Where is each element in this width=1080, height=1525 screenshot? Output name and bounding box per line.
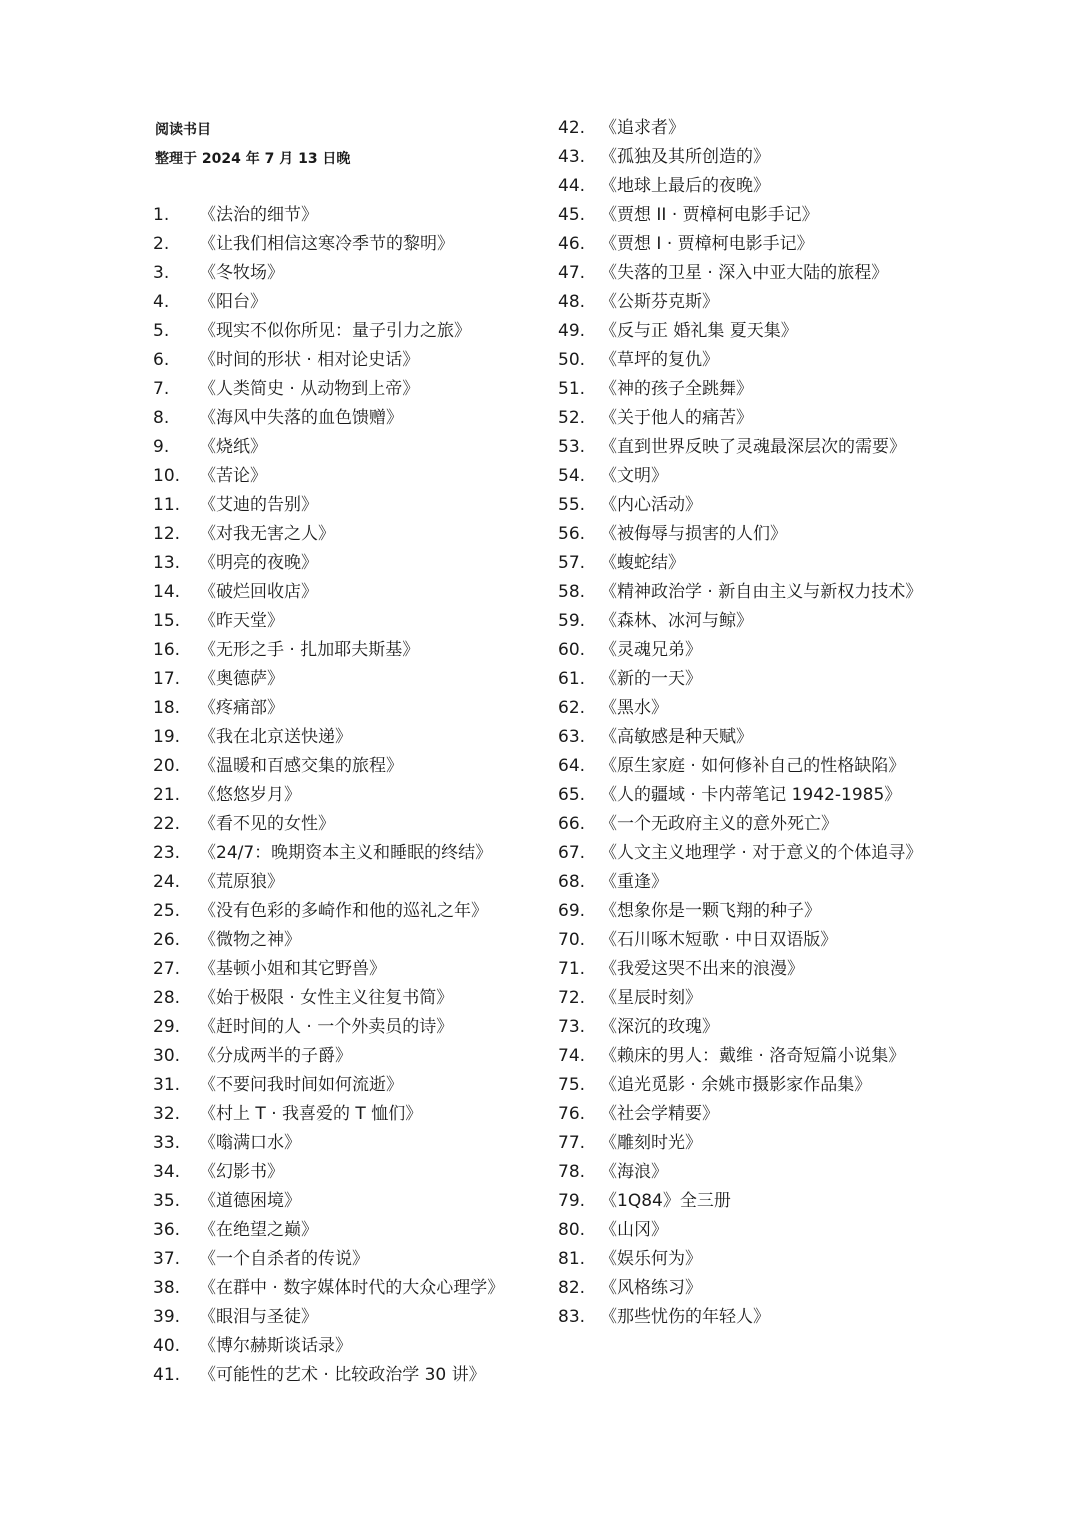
book-number: 72. (558, 988, 586, 1008)
book-number: 59. (558, 611, 586, 631)
book-title: 《森林、冰河与鲸》 (600, 611, 753, 631)
book-list-item (558, 694, 958, 723)
book-list-item (558, 114, 958, 143)
book-title: 《微物之神》 (199, 930, 301, 950)
book-number: 48. (558, 292, 586, 312)
book-list-item (558, 810, 958, 839)
book-list-item (153, 752, 543, 781)
book-title: 《昨天堂》 (199, 611, 284, 631)
book-number: 74. (558, 1046, 586, 1066)
book-list-item (153, 520, 543, 549)
book-list-item (153, 926, 543, 955)
book-title: 《始于极限 · 女性主义往复书简》 (199, 988, 454, 1008)
book-list-item (558, 1216, 958, 1245)
book-list-item (558, 752, 958, 781)
book-title: 《公斯芬克斯》 (600, 292, 719, 312)
book-number: 77. (558, 1133, 586, 1153)
book-list-item (558, 346, 958, 375)
book-number: 31. (153, 1075, 181, 1095)
book-title: 《阳台》 (199, 292, 267, 312)
book-list-item (153, 723, 543, 752)
book-title: 《看不见的女性》 (199, 814, 335, 834)
book-title: 《我在北京送快递》 (199, 727, 352, 747)
book-title: 《贾想 I · 贾樟柯电影手记》 (600, 234, 814, 254)
book-number: 37. (153, 1249, 181, 1269)
book-list-item (153, 491, 543, 520)
book-list-item (558, 520, 958, 549)
book-number: 43. (558, 147, 586, 167)
book-number: 5. (153, 321, 170, 341)
book-list-item (558, 404, 958, 433)
book-title: 《一个无政府主义的意外死亡》 (600, 814, 838, 834)
book-number: 46. (558, 234, 586, 254)
book-title: 《娱乐何为》 (600, 1249, 702, 1269)
book-number: 34. (153, 1162, 181, 1182)
book-list-item (153, 810, 543, 839)
book-title: 《让我们相信这寒冷季节的黎明》 (199, 234, 454, 254)
book-title: 《神的孩子全跳舞》 (600, 379, 753, 399)
book-title: 《荒原狼》 (199, 872, 284, 892)
book-number: 21. (153, 785, 181, 805)
book-number: 53. (558, 437, 586, 457)
book-title: 《人的疆域 · 卡内蒂笔记 1942-1985》 (600, 785, 902, 805)
book-list-item (153, 694, 543, 723)
book-title: 《赖床的男人：戴维 · 洛奇短篇小说集》 (600, 1046, 906, 1066)
book-number: 76. (558, 1104, 586, 1124)
book-number: 15. (153, 611, 181, 631)
book-list-item (558, 636, 958, 665)
book-title: 《对我无害之人》 (199, 524, 335, 544)
book-number: 71. (558, 959, 586, 979)
book-number: 35. (153, 1191, 181, 1211)
document-header (155, 116, 350, 174)
book-number: 50. (558, 350, 586, 370)
book-number: 62. (558, 698, 586, 718)
book-number: 40. (153, 1336, 181, 1356)
book-title: 《博尔赫斯谈话录》 (199, 1336, 352, 1356)
book-list-item (558, 665, 958, 694)
book-number: 61. (558, 669, 586, 689)
book-number: 7. (153, 379, 170, 399)
book-list-item (558, 172, 958, 201)
book-list-item (558, 1187, 958, 1216)
book-number: 13. (153, 553, 181, 573)
book-list-item (153, 607, 543, 636)
book-list-item (558, 259, 958, 288)
book-list-item (153, 1042, 543, 1071)
book-number: 25. (153, 901, 181, 921)
book-title: 《精神政治学 · 新自由主义与新权力技术》 (600, 582, 923, 602)
book-title: 《关于他人的痛苦》 (600, 408, 753, 428)
book-title: 《黑水》 (600, 698, 668, 718)
book-list-item (558, 549, 958, 578)
book-title: 《风格练习》 (600, 1278, 702, 1298)
book-number: 70. (558, 930, 586, 950)
book-list-item (558, 143, 958, 172)
book-title: 《赶时间的人 · 一个外卖员的诗》 (199, 1017, 454, 1037)
book-list-item (558, 462, 958, 491)
book-title: 《基顿小姐和其它野兽》 (199, 959, 386, 979)
book-title: 《高敏感是种天赋》 (600, 727, 753, 747)
book-list-item (153, 897, 543, 926)
book-title: 《追求者》 (600, 118, 685, 138)
book-list-item (558, 230, 958, 259)
book-number: 11. (153, 495, 181, 515)
book-title: 《分成两半的子爵》 (199, 1046, 352, 1066)
book-title: 《深沉的玫瑰》 (600, 1017, 719, 1037)
book-list-item (153, 839, 543, 868)
book-number: 55. (558, 495, 586, 515)
book-list-item (153, 259, 543, 288)
book-list-item (153, 1303, 543, 1332)
book-list-item (558, 607, 958, 636)
book-title: 《破烂回收店》 (199, 582, 318, 602)
book-number: 64. (558, 756, 586, 776)
book-number: 45. (558, 205, 586, 225)
book-title: 《不要问我时间如何流逝》 (199, 1075, 403, 1095)
book-list-item (558, 868, 958, 897)
book-list-item (558, 491, 958, 520)
book-title: 《法治的细节》 (199, 205, 318, 225)
book-title: 《蝮蛇结》 (600, 553, 685, 573)
book-list-item (558, 578, 958, 607)
book-title: 《那些忧伤的年轻人》 (600, 1307, 770, 1327)
book-title: 《无形之手 · 扎加耶夫斯基》 (199, 640, 420, 660)
book-list-item (153, 1013, 543, 1042)
book-title: 《失落的卫星 · 深入中亚大陆的旅程》 (600, 263, 889, 283)
book-title: 《在绝望之巅》 (199, 1220, 318, 1240)
book-list-item (558, 926, 958, 955)
book-number: 4. (153, 292, 170, 312)
book-title: 《可能性的艺术 · 比较政治学 30 讲》 (199, 1365, 486, 1385)
book-list-item (558, 897, 958, 926)
book-list-item (153, 375, 543, 404)
book-title: 《悠悠岁月》 (199, 785, 301, 805)
book-number: 73. (558, 1017, 586, 1037)
book-title: 《现实不似你所见：量子引力之旅》 (199, 321, 471, 341)
book-number: 81. (558, 1249, 586, 1269)
book-title: 《雕刻时光》 (600, 1133, 702, 1153)
book-list-item (153, 1216, 543, 1245)
book-title: 《村上 T · 我喜爱的 T 恤们》 (199, 1104, 423, 1124)
book-number: 30. (153, 1046, 181, 1066)
book-title: 《社会学精要》 (600, 1104, 719, 1124)
book-title: 《海浪》 (600, 1162, 668, 1182)
book-title: 《冬牧场》 (199, 263, 284, 283)
book-list-item (558, 201, 958, 230)
book-list-item (153, 984, 543, 1013)
book-list-item (153, 1158, 543, 1187)
book-title: 《星辰时刻》 (600, 988, 702, 1008)
book-number: 36. (153, 1220, 181, 1240)
book-number: 60. (558, 640, 586, 660)
book-list-item (558, 723, 958, 752)
book-list-item (153, 404, 543, 433)
book-list-item (558, 839, 958, 868)
book-list-item (153, 1274, 543, 1303)
book-list-item (558, 1303, 958, 1332)
book-number: 6. (153, 350, 170, 370)
document-date: 整理于 2024 年 7 月 13 日晚 (155, 151, 351, 167)
book-number: 83. (558, 1307, 586, 1327)
book-title: 《反与正 婚礼集 夏天集》 (600, 321, 798, 341)
book-title: 《眼泪与圣徒》 (199, 1307, 318, 1327)
book-list-item (558, 1129, 958, 1158)
book-number: 26. (153, 930, 181, 950)
book-title: 《想象你是一颗飞翔的种子》 (600, 901, 821, 921)
book-number: 39. (153, 1307, 181, 1327)
book-list-item (153, 346, 543, 375)
book-list-item (153, 201, 543, 230)
book-title: 《原生家庭 · 如何修补自己的性格缺陷》 (600, 756, 906, 776)
book-number: 19. (153, 727, 181, 747)
book-title: 《在群中 · 数字媒体时代的大众心理学》 (199, 1278, 505, 1298)
book-list-item (153, 1071, 543, 1100)
book-list-item (153, 433, 543, 462)
book-number: 78. (558, 1162, 586, 1182)
book-title: 《山冈》 (600, 1220, 668, 1240)
book-title: 《幻影书》 (199, 1162, 284, 1182)
book-number: 24. (153, 872, 181, 892)
book-number: 8. (153, 408, 170, 428)
book-list-item (153, 462, 543, 491)
book-title: 《明亮的夜晚》 (199, 553, 318, 573)
book-number: 10. (153, 466, 181, 486)
book-number: 75. (558, 1075, 586, 1095)
book-list-item (153, 549, 543, 578)
book-list-item (558, 1013, 958, 1042)
book-title: 《地球上最后的夜晚》 (600, 176, 770, 196)
book-title: 《时间的形状 · 相对论史话》 (199, 350, 420, 370)
book-list-item (153, 288, 543, 317)
book-title: 《没有色彩的多崎作和他的巡礼之年》 (199, 901, 488, 921)
book-list-item (153, 1100, 543, 1129)
book-number: 32. (153, 1104, 181, 1124)
book-number: 54. (558, 466, 586, 486)
book-list-item (153, 1361, 543, 1390)
book-title: 《追光觅影 · 余姚市摄影家作品集》 (600, 1075, 872, 1095)
book-number: 42. (558, 118, 586, 138)
book-number: 44. (558, 176, 586, 196)
book-number: 16. (153, 640, 181, 660)
book-list-item (558, 1245, 958, 1274)
book-list-item (153, 868, 543, 897)
document-title: 阅读书目 (155, 122, 211, 138)
book-title: 《1Q84》全三册 (600, 1191, 731, 1211)
book-number: 69. (558, 901, 586, 921)
book-title: 《苦论》 (199, 466, 267, 486)
book-title: 《人文主义地理学 · 对于意义的个体追寻》 (600, 843, 923, 863)
book-title: 《内心活动》 (600, 495, 702, 515)
book-list-item (153, 230, 543, 259)
book-list-item (558, 1100, 958, 1129)
book-number: 66. (558, 814, 586, 834)
book-number: 56. (558, 524, 586, 544)
book-number: 1. (153, 205, 170, 225)
book-list-item (558, 1042, 958, 1071)
book-number: 49. (558, 321, 586, 341)
book-title: 《贾想 II · 贾樟柯电影手记》 (600, 205, 819, 225)
book-list-item (558, 955, 958, 984)
book-number: 20. (153, 756, 181, 776)
book-list-item (153, 1332, 543, 1361)
book-title: 《嗡满口水》 (199, 1133, 301, 1153)
book-number: 17. (153, 669, 181, 689)
book-number: 63. (558, 727, 586, 747)
book-list-item (153, 1129, 543, 1158)
book-number: 38. (153, 1278, 181, 1298)
book-number: 52. (558, 408, 586, 428)
book-list-item (153, 636, 543, 665)
book-number: 51. (558, 379, 586, 399)
book-title: 《疼痛部》 (199, 698, 284, 718)
book-list-item (558, 984, 958, 1013)
book-title: 《温暖和百感交集的旅程》 (199, 756, 403, 776)
book-number: 3. (153, 263, 170, 283)
book-list-item (558, 1071, 958, 1100)
book-number: 2. (153, 234, 170, 254)
book-number: 79. (558, 1191, 586, 1211)
book-number: 65. (558, 785, 586, 805)
book-list-item (558, 1274, 958, 1303)
book-title: 《海风中失落的血色馈赠》 (199, 408, 403, 428)
book-number: 82. (558, 1278, 586, 1298)
book-title: 《道德困境》 (199, 1191, 301, 1211)
book-number: 67. (558, 843, 586, 863)
book-list-item (153, 578, 543, 607)
book-list-item (153, 665, 543, 694)
book-list-item (153, 781, 543, 810)
book-title: 《直到世界反映了灵魂最深层次的需要》 (600, 437, 906, 457)
book-number: 57. (558, 553, 586, 573)
book-title: 《一个自杀者的传说》 (199, 1249, 369, 1269)
book-title: 《奥德萨》 (199, 669, 284, 689)
book-list-right-column (558, 114, 958, 1332)
book-title: 《24/7：晚期资本主义和睡眠的终结》 (199, 843, 493, 863)
book-list-item (153, 955, 543, 984)
book-title: 《被侮辱与损害的人们》 (600, 524, 787, 544)
book-number: 22. (153, 814, 181, 834)
book-number: 27. (153, 959, 181, 979)
book-title: 《我爱这哭不出来的浪漫》 (600, 959, 804, 979)
book-number: 33. (153, 1133, 181, 1153)
book-title: 《人类简史 · 从动物到上帝》 (199, 379, 420, 399)
book-number: 41. (153, 1365, 181, 1385)
book-number: 80. (558, 1220, 586, 1240)
book-list-left-column (153, 201, 543, 1390)
book-list-item (558, 781, 958, 810)
book-title: 《艾迪的告别》 (199, 495, 318, 515)
book-list-item (558, 375, 958, 404)
book-number: 23. (153, 843, 181, 863)
book-title: 《石川啄木短歌 · 中日双语版》 (600, 930, 838, 950)
book-number: 18. (153, 698, 181, 718)
book-title: 《草坪的复仇》 (600, 350, 719, 370)
book-list-item (558, 1158, 958, 1187)
book-list-item (153, 317, 543, 346)
book-title: 《新的一天》 (600, 669, 702, 689)
book-number: 12. (153, 524, 181, 544)
book-title: 《文明》 (600, 466, 668, 486)
book-number: 9. (153, 437, 170, 457)
book-number: 58. (558, 582, 586, 602)
book-list-item (558, 433, 958, 462)
book-list-item (558, 288, 958, 317)
book-list-item (153, 1187, 543, 1216)
book-title: 《烧纸》 (199, 437, 267, 457)
book-title: 《灵魂兄弟》 (600, 640, 702, 660)
book-number: 14. (153, 582, 181, 602)
book-title: 《孤独及其所创造的》 (600, 147, 770, 167)
book-number: 28. (153, 988, 181, 1008)
book-number: 68. (558, 872, 586, 892)
book-list-item (558, 317, 958, 346)
book-number: 47. (558, 263, 586, 283)
book-title: 《重逢》 (600, 872, 668, 892)
book-number: 29. (153, 1017, 181, 1037)
book-list-item (153, 1245, 543, 1274)
